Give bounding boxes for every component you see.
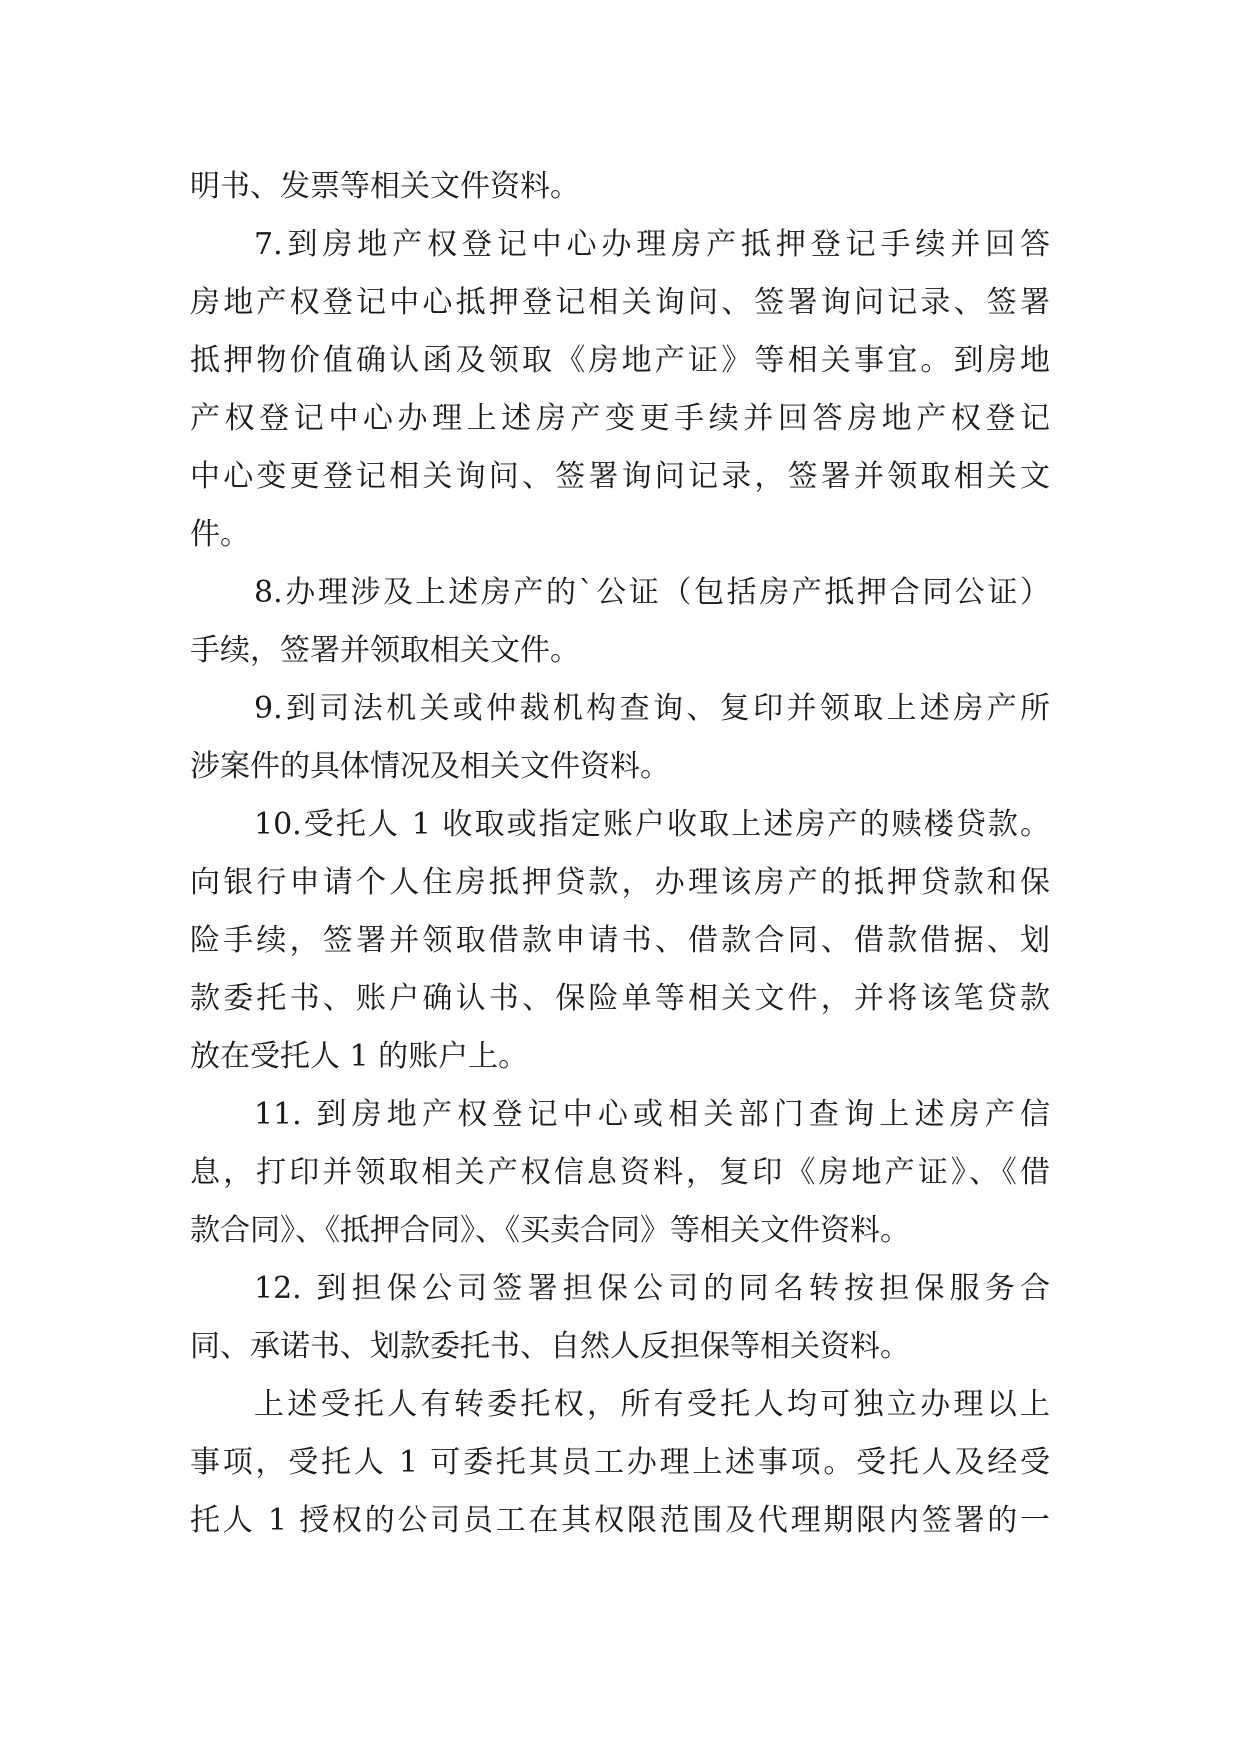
text-line: 同、承诺书、划款委托书、自然人反担保等相关资料。 xyxy=(190,1329,910,1364)
text-line: 息，打印并领取相关产权信息资料，复印《房地产证》、《借 xyxy=(190,1155,1050,1190)
text-line: 款合同》、《抵押合同》、《买卖合同》等相关文件资料。 xyxy=(190,1213,910,1248)
text-line: 7.到房地产权登记中心办理房产抵押登记手续并回答 xyxy=(254,227,1050,262)
text-line: 中心变更登记相关询问、签署询问记录，签署并领取相关文 xyxy=(190,459,1050,494)
text-line: 款委托书、账户确认书、保险单等相关文件，并将该笔贷款 xyxy=(190,981,1050,1016)
text-line: 向银行申请个人住房抵押贷款，办理该房产的抵押贷款和保 xyxy=(190,865,1050,900)
text-line: 手续，签署并领取相关文件。 xyxy=(190,633,580,668)
text-line: 10.受托人 1 收取或指定账户收取上述房产的赎楼贷款。 xyxy=(254,807,1050,842)
text-line: 上述受托人有转委托权，所有受托人均可独立办理以上 xyxy=(254,1387,1050,1422)
text-line: 产权登记中心办理上述房产变更手续并回答房地产权登记 xyxy=(190,401,1050,436)
text-line: 明书、发票等相关文件资料。 xyxy=(190,169,580,204)
text-line: 放在受托人 1 的账户上。 xyxy=(190,1039,529,1074)
text-line: 险手续，签署并领取借款申请书、借款合同、借款借据、划 xyxy=(190,923,1050,958)
text-line: 房地产权登记中心抵押登记相关询问、签署询问记录、签署 xyxy=(190,285,1050,320)
text-line: 11. 到房地产权登记中心或相关部门查询上述房产信 xyxy=(254,1097,1050,1132)
text-line: 事项，受托人 1 可委托其员工办理上述事项。受托人及经受 xyxy=(190,1445,1050,1480)
document-body xyxy=(190,158,1050,1550)
text-line: 9.到司法机关或仲裁机构查询、复印并领取上述房产所 xyxy=(254,691,1050,726)
text-line: 8.办理涉及上述房产的`公证（包括房产抵押合同公证） xyxy=(254,575,1050,610)
text-line: 12. 到担保公司签署担保公司的同名转按担保服务合 xyxy=(254,1271,1050,1306)
text-line: 托人 1 授权的公司员工在其权限范围及代理期限内签署的一 xyxy=(190,1503,1050,1538)
text-line: 抵押物价值确认函及领取《房地产证》等相关事宜。到房地 xyxy=(190,343,1050,378)
text-line: 涉案件的具体情况及相关文件资料。 xyxy=(190,749,670,784)
text-line: 件。 xyxy=(190,517,250,552)
